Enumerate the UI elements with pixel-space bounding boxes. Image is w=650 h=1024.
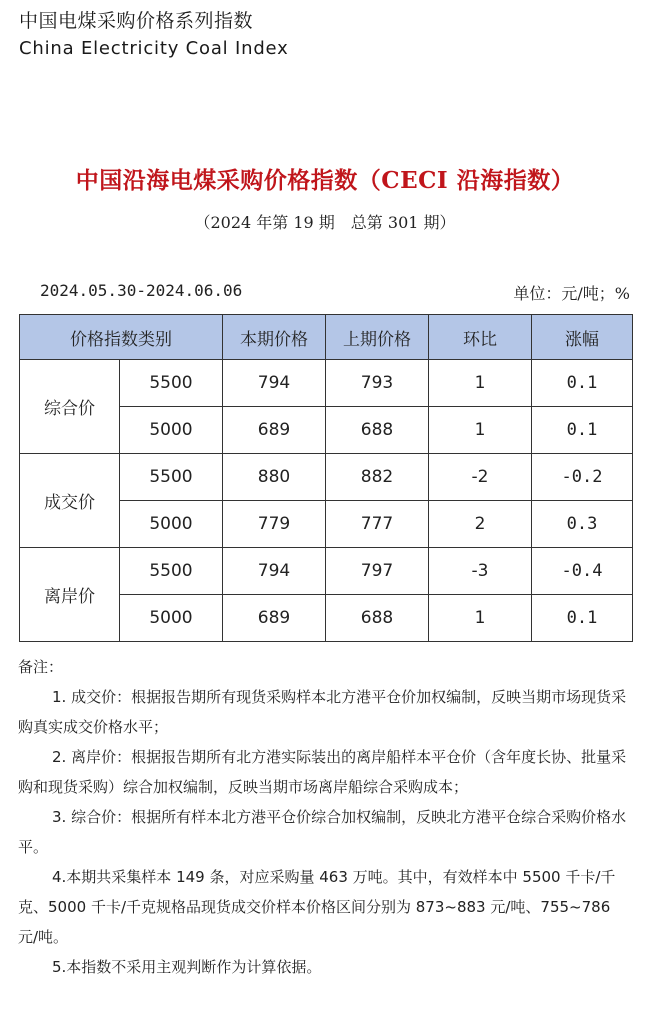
pct-change-cell: 0.1 xyxy=(532,407,633,454)
category-cell: 综合价 xyxy=(20,360,120,454)
current-price-cell: 779 xyxy=(223,501,326,548)
table-row xyxy=(20,548,633,595)
notes-section xyxy=(18,652,634,982)
previous-price-cell: 777 xyxy=(326,501,429,548)
report-title: 中国沿海电煤采购价格指数（CECI 沿海指数） xyxy=(75,167,575,194)
header-current-price: 本期价格 xyxy=(223,315,326,360)
issue-number: （2024 年第 19 期 总第 301 期） xyxy=(194,213,456,232)
change-cell: -3 xyxy=(429,548,532,595)
pct-change-cell: 0.3 xyxy=(532,501,633,548)
table-header-row xyxy=(20,315,633,360)
previous-price-cell: 882 xyxy=(326,454,429,501)
header-category: 价格指数类别 xyxy=(20,315,223,360)
spec-cell: 5500 xyxy=(120,360,223,407)
current-price-cell: 689 xyxy=(223,595,326,642)
header-title-en: China Electricity Coal Index xyxy=(19,38,289,59)
current-price-cell: 689 xyxy=(223,407,326,454)
previous-price-cell: 793 xyxy=(326,360,429,407)
change-cell: 1 xyxy=(429,595,532,642)
note-item: 1. 成交价：根据报告期所有现货采购样本北方港平仓价加权编制，反映当期市场现货采购真实成交价格水平； xyxy=(18,688,627,736)
date-range: 2024.05.30-2024.06.06 xyxy=(40,281,243,300)
header-title-cn: 中国电煤采购价格系列指数 xyxy=(19,10,254,32)
spec-cell: 5000 xyxy=(120,501,223,548)
change-cell: 1 xyxy=(429,407,532,454)
pct-change-cell: 0.1 xyxy=(532,360,633,407)
change-cell: -2 xyxy=(429,454,532,501)
previous-price-cell: 688 xyxy=(326,595,429,642)
unit-label: 单位：元/吨；% xyxy=(513,284,630,303)
previous-price-cell: 688 xyxy=(326,407,429,454)
pct-change-cell: -0.2 xyxy=(532,454,633,501)
previous-price-cell: 797 xyxy=(326,548,429,595)
notes-heading: 备注： xyxy=(18,658,64,676)
header-pct-change: 涨幅 xyxy=(532,315,633,360)
table-row xyxy=(20,454,633,501)
pct-change-cell: 0.1 xyxy=(532,595,633,642)
spec-cell: 5500 xyxy=(120,548,223,595)
change-cell: 2 xyxy=(429,501,532,548)
note-item: 5.本指数不采用主观判断作为计算依据。 xyxy=(52,958,322,976)
pct-change-cell: -0.4 xyxy=(532,548,633,595)
spec-cell: 5000 xyxy=(120,595,223,642)
header-previous-price: 上期价格 xyxy=(326,315,429,360)
category-cell: 成交价 xyxy=(20,454,120,548)
current-price-cell: 794 xyxy=(223,548,326,595)
category-cell: 离岸价 xyxy=(20,548,120,642)
note-item: 4.本期共采集样本 149 条，对应采购量 463 万吨。其中，有效样本中 5500 千卡/千克、5000 千卡/千克规格品现货成交价样本价格区间分别为 873~883 元/吨、755~786 元/吨。 xyxy=(18,868,616,946)
note-item: 3. 综合价：根据所有样本北方港平仓价综合加权编制，反映北方港平仓综合采购价格水平。 xyxy=(18,808,627,856)
change-cell: 1 xyxy=(429,360,532,407)
price-index-table xyxy=(19,314,633,642)
spec-cell: 5500 xyxy=(120,454,223,501)
note-item: 2. 离岸价：根据报告期所有北方港实际装出的离岸船样本平仓价（含年度长协、批量采购和现货采购）综合加权编制，反映当期市场离岸船综合采购成本； xyxy=(18,748,627,796)
header-change: 环比 xyxy=(429,315,532,360)
table-row xyxy=(20,360,633,407)
current-price-cell: 794 xyxy=(223,360,326,407)
current-price-cell: 880 xyxy=(223,454,326,501)
spec-cell: 5000 xyxy=(120,407,223,454)
